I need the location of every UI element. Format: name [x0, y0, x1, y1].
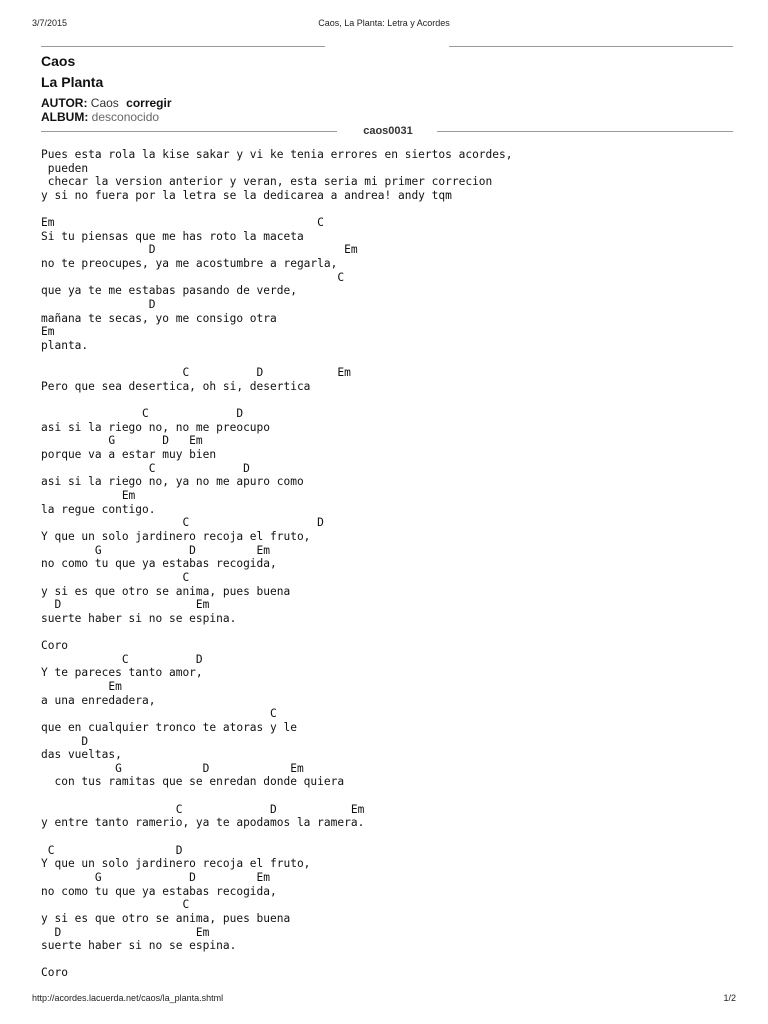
corregir-link[interactable]: corregir	[126, 96, 172, 110]
lyric-line: das vueltas,	[41, 748, 122, 762]
print-date: 3/7/2015	[32, 18, 68, 28]
lyric-line	[41, 830, 741, 844]
footer-url: http://acordes.lacuerda.net/caos/la_planta.shtml	[32, 993, 224, 1003]
album-value: desconocido	[91, 110, 160, 124]
version-divider-right	[437, 131, 733, 132]
author-label: AUTOR:	[41, 96, 88, 110]
lyric-line: Em C	[41, 216, 324, 230]
author-row	[41, 97, 172, 110]
lyric-line: con tus ramitas que se enredan donde quiera	[41, 775, 345, 789]
lyric-line: Si tu piensas que me has roto la maceta	[41, 229, 304, 243]
lyric-line: G D Em	[41, 870, 271, 884]
lyric-line: a una enredadera,	[41, 693, 156, 707]
lyric-line: pueden	[41, 161, 89, 175]
lyric-line: Em	[41, 489, 136, 503]
print-title: Caos, La Planta: Letra y Acordes	[318, 18, 450, 28]
lyric-line: checar la version anterior y veran, esta seria mi primer correcion	[41, 175, 493, 189]
lyric-line: D Em	[41, 925, 210, 939]
lyric-line: C D	[41, 516, 324, 530]
lyric-line: G D Em	[41, 434, 203, 448]
lyric-line	[41, 625, 741, 639]
lyric-line: Coro	[41, 639, 68, 653]
lyric-line: D	[41, 298, 156, 312]
lyric-line: suerte haber si no se espina.	[41, 611, 237, 625]
lyric-line: C D Em	[41, 366, 351, 380]
lyric-line: D Em	[41, 243, 358, 257]
print-header	[32, 18, 736, 32]
top-divider-right	[449, 46, 733, 47]
lyric-line: C D	[41, 407, 244, 421]
lyric-line: C D	[41, 843, 183, 857]
lyric-line: que en cualquier tronco te atoras y le	[41, 720, 297, 734]
lyric-line: C	[41, 570, 190, 584]
song-artist: La Planta	[41, 74, 104, 90]
lyric-line: Y te pareces tanto amor,	[41, 666, 203, 680]
top-divider-left	[41, 46, 325, 47]
lyric-line: suerte haber si no se espina.	[41, 939, 237, 953]
lyric-line: C	[41, 898, 190, 912]
album-label: ALBUM:	[41, 110, 89, 124]
lyric-line: D	[41, 734, 89, 748]
lyric-line: no te preocupes, ya me acostumbre a regarla,	[41, 257, 338, 271]
lyric-line: C D	[41, 652, 203, 666]
lyric-line	[41, 394, 741, 408]
lyric-line: que ya te me estabas pasando de verde,	[41, 284, 297, 298]
lyric-line: G D Em	[41, 543, 271, 557]
version-divider-left	[41, 131, 337, 132]
lyric-line	[41, 203, 741, 217]
author-value: Caos	[90, 96, 119, 110]
lyric-line: y si no fuera por la letra se la dedicarea a andrea! andy tqm	[41, 188, 452, 202]
lyric-line: G D Em	[41, 761, 304, 775]
lyric-line: Pues esta rola la kise sakar y vi ke tenia errores en siertos acordes,	[41, 148, 513, 161]
lyric-line: no como tu que ya estabas recogida,	[41, 884, 277, 898]
lyric-line: C D Em	[41, 802, 365, 816]
version-id: caos0031	[363, 125, 413, 137]
lyric-line: y si es que otro se anima, pues buena	[41, 911, 291, 925]
lyric-line: Coro	[41, 966, 68, 980]
lyric-line: Em	[41, 325, 55, 339]
lyric-line: porque va a estar muy bien	[41, 448, 217, 462]
lyric-line	[41, 953, 741, 967]
lyric-line: mañana te secas, yo me consigo otra	[41, 311, 277, 325]
lyric-line: C	[41, 707, 277, 721]
lyrics-block	[41, 148, 741, 980]
lyric-line: Y que un solo jardinero recoja el fruto,	[41, 857, 311, 871]
lyric-line	[41, 353, 741, 367]
album-row	[41, 111, 159, 124]
lyric-line: C D	[41, 461, 250, 475]
lyric-line: asi si la riego no, ya no me apuro como	[41, 475, 304, 489]
lyric-line: y entre tanto ramerio, ya te apodamos la ramera.	[41, 816, 365, 830]
lyric-line: no como tu que ya estabas recogida,	[41, 557, 277, 571]
lyric-line: Y que un solo jardinero recoja el fruto,	[41, 529, 311, 543]
lyric-line: C	[41, 270, 345, 284]
lyric-line: y si es que otro se anima, pues buena	[41, 584, 291, 598]
lyric-line: asi si la riego no, no me preocupo	[41, 420, 271, 434]
lyric-line: Em	[41, 679, 122, 693]
lyric-line: la regue contigo.	[41, 502, 156, 516]
lyric-line: Pero que sea desertica, oh si, desertica	[41, 379, 311, 393]
lyric-line	[41, 789, 741, 803]
lyric-line: planta.	[41, 338, 89, 352]
page-number: 1/2	[723, 993, 736, 1003]
lyric-line: D Em	[41, 598, 210, 612]
song-title: Caos	[41, 53, 76, 69]
